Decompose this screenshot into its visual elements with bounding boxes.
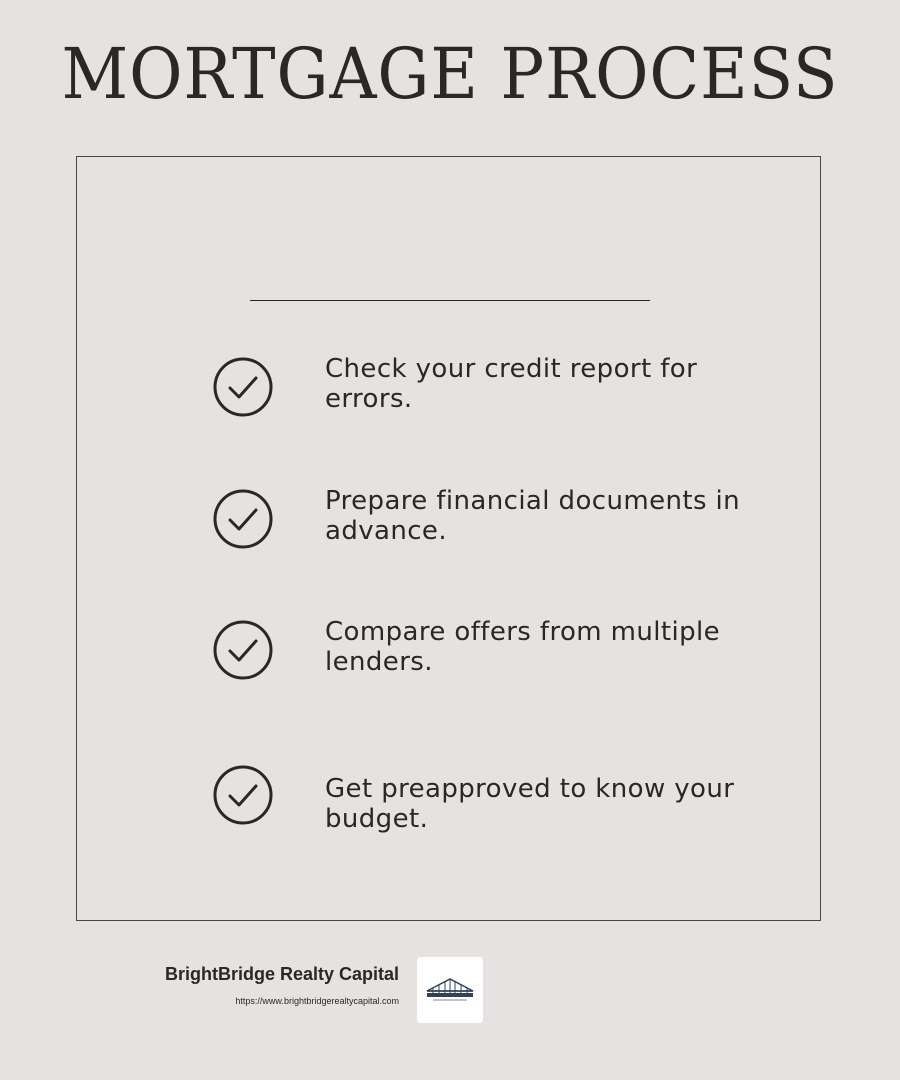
checklist-item bbox=[212, 764, 772, 834]
check-circle-icon bbox=[212, 356, 274, 418]
divider-line bbox=[250, 300, 650, 301]
company-logo bbox=[417, 957, 483, 1023]
checklist-item bbox=[212, 619, 772, 681]
page-title: MORTGAGE PROCESS bbox=[61, 33, 839, 115]
company-name: BrightBridge Realty Capital bbox=[164, 964, 399, 984]
check-circle-icon bbox=[212, 619, 274, 681]
checklist-item bbox=[212, 488, 772, 550]
company-url[interactable]: https://www.brightbridgerealtycapital.com bbox=[235, 996, 399, 1006]
checklist-item-text: Prepare financial documents in advance. bbox=[325, 486, 741, 546]
checklist-item-text: Compare offers from multiple lenders. bbox=[325, 617, 721, 677]
check-circle-icon bbox=[212, 488, 274, 550]
checklist-item bbox=[212, 356, 772, 418]
bridge-logo-icon bbox=[417, 957, 483, 1023]
checklist-item-text: Check your credit report for errors. bbox=[325, 354, 698, 414]
check-circle-icon bbox=[212, 764, 274, 826]
checklist-item-text: Get preapproved to know your budget. bbox=[325, 774, 735, 834]
